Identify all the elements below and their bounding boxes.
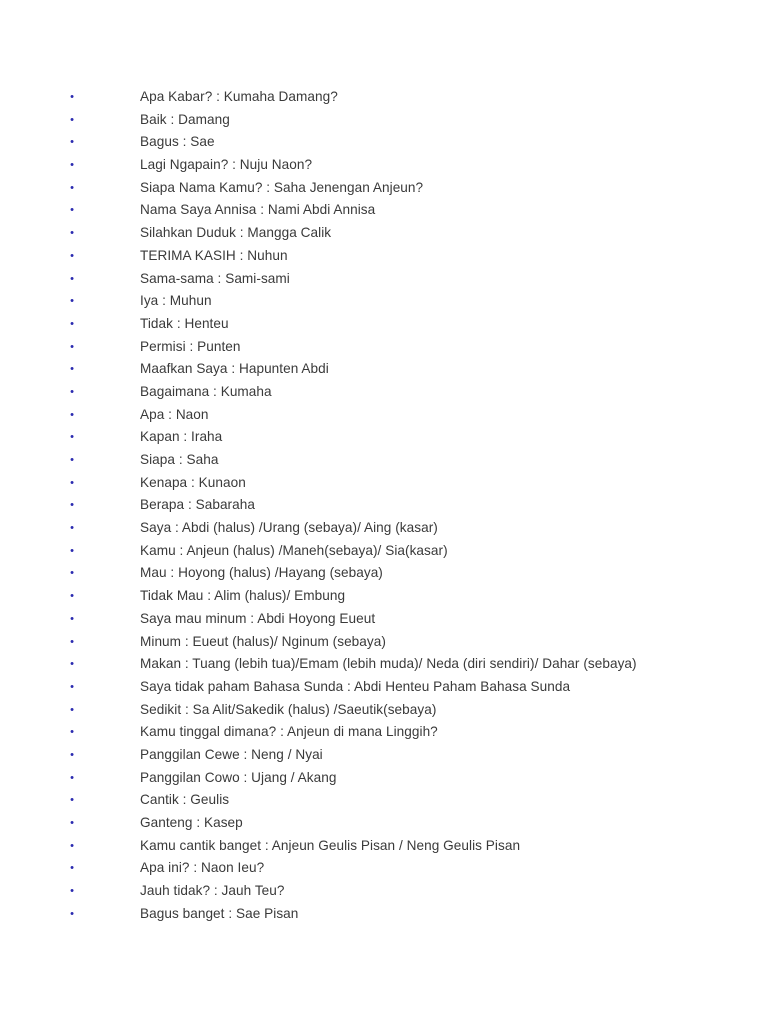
bullet-icon: •	[70, 839, 74, 852]
list-item-text: Kenapa : Kunaon	[140, 474, 246, 490]
bullet-icon: •	[70, 408, 74, 421]
list-item-text: Sama-sama : Sami-sami	[140, 270, 290, 286]
list-item-text: Baik : Damang	[140, 111, 230, 127]
bullet-icon: •	[70, 612, 74, 625]
list-item-text: Berapa : Sabaraha	[140, 497, 255, 513]
list-item	[0, 653, 768, 676]
bullet-icon: •	[70, 113, 74, 126]
list-item	[0, 449, 768, 472]
list-item	[0, 154, 768, 177]
list-item	[0, 676, 768, 699]
list-item	[0, 767, 768, 790]
list-item	[0, 199, 768, 222]
list-item-text: Makan : Tuang (lebih tua)/Emam (lebih muda)/ Neda (diri sendiri)/ Dahar (sebaya)	[140, 656, 637, 672]
list-item	[0, 404, 768, 427]
list-item-text: Kapan : Iraha	[140, 429, 223, 445]
list-item	[0, 585, 768, 608]
list-item-text: Siapa Nama Kamu? : Saha Jenengan Anjeun?	[140, 179, 424, 195]
bullet-icon: •	[70, 590, 74, 603]
bullet-icon: •	[70, 726, 74, 739]
list-item	[0, 540, 768, 563]
list-item-text: Minum : Eueut (halus)/ Nginum (sebaya)	[140, 633, 386, 649]
list-item	[0, 744, 768, 767]
bullet-icon: •	[70, 317, 74, 330]
list-item	[0, 721, 768, 744]
bullet-icon: •	[70, 159, 74, 172]
list-item	[0, 245, 768, 268]
bullet-icon: •	[70, 907, 74, 920]
bullet-icon: •	[70, 91, 74, 103]
list-item	[0, 494, 768, 517]
list-item-text: Saya : Abdi (halus) /Urang (sebaya)/ Aing (kasar)	[140, 520, 438, 536]
list-item-text: Apa : Naon	[140, 406, 209, 422]
list-item-text: Mau : Hoyong (halus) /Hayang (sebaya)	[140, 565, 383, 581]
list-item-text: Tidak : Henteu	[140, 315, 229, 331]
list-item	[0, 903, 768, 926]
list-item-text: Maafkan Saya : Hapunten Abdi	[140, 361, 329, 377]
list-item	[0, 290, 768, 313]
list-item-text: Nama Saya Annisa : Nami Abdi Annisa	[140, 202, 376, 218]
list-item	[0, 313, 768, 336]
bullet-icon: •	[70, 885, 74, 898]
list-item	[0, 426, 768, 449]
list-item-text: Tidak Mau : Alim (halus)/ Embung	[140, 588, 346, 604]
bullet-icon: •	[70, 748, 74, 761]
list-item-text: Bagus : Sae	[140, 134, 215, 150]
list-item	[0, 131, 768, 154]
list-item	[0, 789, 768, 812]
list-item	[0, 336, 768, 359]
bullet-icon: •	[70, 771, 74, 784]
bullet-icon: •	[70, 431, 74, 444]
list-item	[0, 880, 768, 903]
bullet-icon: •	[70, 476, 74, 489]
list-item-text: Silahkan Duduk : Mangga Calik	[140, 225, 332, 241]
list-item-text: Ganteng : Kasep	[140, 815, 243, 830]
list-item	[0, 608, 768, 631]
bullet-icon: •	[70, 136, 74, 149]
bullet-icon: •	[70, 295, 74, 308]
bullet-icon: •	[70, 499, 74, 512]
list-item	[0, 835, 768, 858]
list-item	[0, 517, 768, 540]
bullet-icon: •	[70, 340, 74, 353]
bullet-icon: •	[70, 385, 74, 398]
bullet-icon: •	[70, 181, 74, 194]
list-item-text: Kamu tinggal dimana? : Anjeun di mana Linggih?	[140, 724, 438, 740]
list-item-text: Siapa : Saha	[140, 452, 219, 467]
bullet-icon: •	[70, 272, 74, 285]
list-item-text: Saya tidak paham Bahasa Sunda : Abdi Henteu Paham Bahasa Sunda	[140, 678, 571, 694]
list-item-text: Sedikit : Sa Alit/Sakedik (halus) /Saeutik(sebaya)	[140, 701, 437, 717]
list-item	[0, 177, 768, 200]
bullet-icon: •	[70, 227, 74, 240]
bullet-icon: •	[70, 635, 74, 648]
list-item-text: Apa ini? : Naon Ieu?	[140, 860, 265, 876]
list-item-text: Kamu : Anjeun (halus) /Maneh(sebaya)/ Sia(kasar)	[140, 542, 448, 558]
bullet-icon: •	[70, 204, 74, 217]
list-item	[0, 381, 768, 404]
list-item-text: Lagi Ngapain? : Nuju Naon?	[140, 157, 313, 173]
list-item-text: Jauh tidak? : Jauh Teu?	[140, 883, 285, 899]
list-item-text: Bagaimana : Kumaha	[140, 383, 272, 399]
bullet-icon: •	[70, 794, 74, 807]
bullet-icon: •	[70, 567, 74, 580]
bullet-icon: •	[70, 658, 74, 671]
list-item	[0, 562, 768, 585]
list-item-text: Apa Kabar? : Kumaha Damang?	[140, 89, 338, 104]
list-item-text: Kamu cantik banget : Anjeun Geulis Pisan / Neng Geulis Pisan	[140, 837, 521, 853]
list-item-text: Saya mau minum : Abdi Hoyong Eueut	[140, 610, 376, 626]
bullet-icon: •	[70, 703, 74, 716]
phrase-list	[0, 86, 768, 925]
list-item	[0, 699, 768, 722]
bullet-icon: •	[70, 249, 74, 262]
list-item	[0, 472, 768, 495]
list-item	[0, 812, 768, 835]
list-item	[0, 222, 768, 245]
list-item-text: Iya : Muhun	[140, 293, 212, 309]
bullet-icon: •	[70, 544, 74, 557]
bullet-icon: •	[70, 522, 74, 535]
list-item-text: Cantik : Geulis	[140, 792, 230, 808]
list-item	[0, 268, 768, 291]
list-item-text: Bagus banget : Sae Pisan	[140, 905, 299, 921]
list-item	[0, 109, 768, 132]
list-item	[0, 358, 768, 381]
list-item	[0, 857, 768, 880]
list-item-text: Permisi : Punten	[140, 338, 241, 354]
list-item-text: Panggilan Cowo : Ujang / Akang	[140, 769, 337, 785]
bullet-icon: •	[70, 363, 74, 376]
bullet-icon: •	[70, 862, 74, 875]
list-item-text: TERIMA KASIH : Nuhun	[140, 247, 288, 263]
bullet-icon: •	[70, 454, 74, 466]
list-item	[0, 631, 768, 654]
bullet-icon: •	[70, 680, 74, 693]
bullet-icon: •	[70, 817, 74, 829]
list-item	[0, 86, 768, 109]
list-item-text: Panggilan Cewe : Neng / Nyai	[140, 746, 323, 762]
